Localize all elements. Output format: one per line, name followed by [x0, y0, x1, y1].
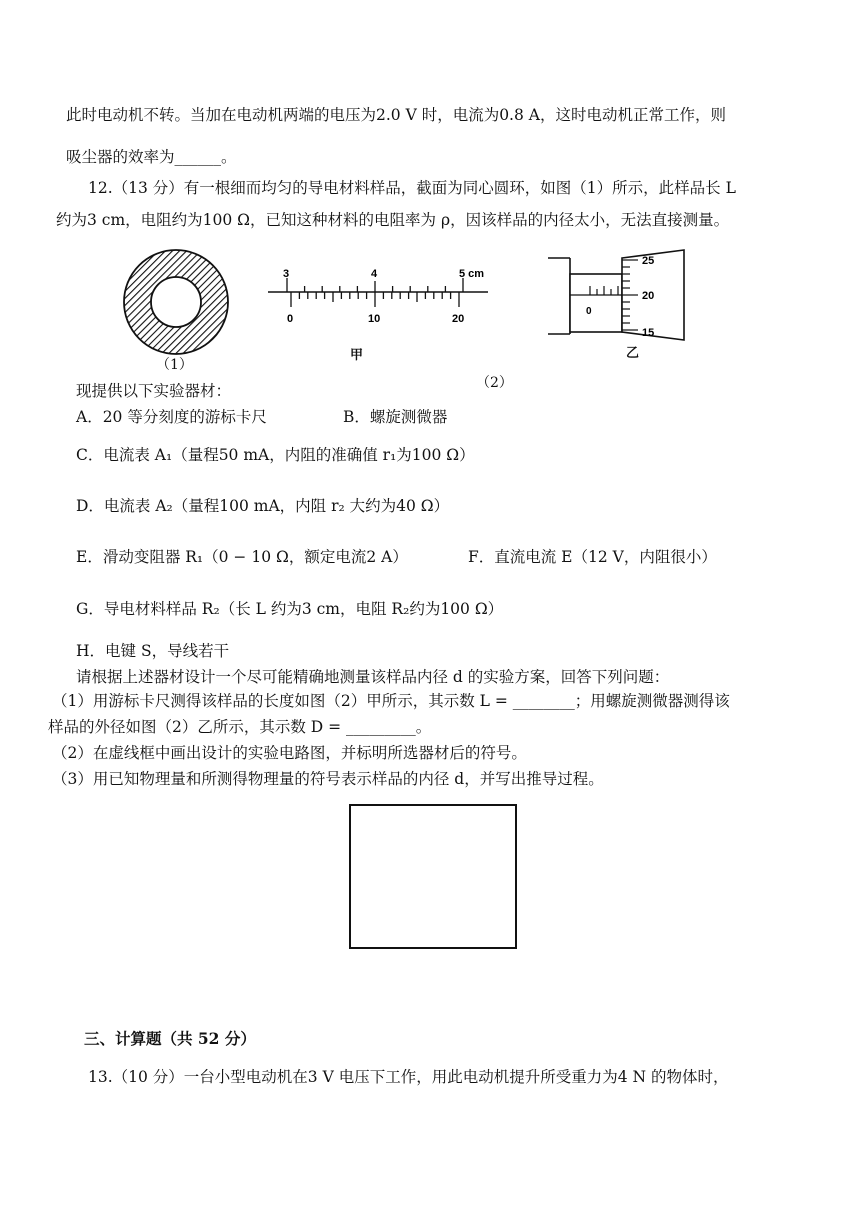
question-13: 13.（10 分）一台小型电动机在3 V 电压下工作，用此电动机提升所受重力为4 N 的物体时，: [88, 1068, 729, 1086]
caliper-main-label-3: 3: [283, 268, 290, 280]
equipment-a: A．20 等分刻度的游标卡尺: [76, 408, 267, 426]
micrometer-figure: [544, 248, 694, 344]
vernier-label-10: 10: [368, 313, 381, 325]
figure-yi-label: 乙: [626, 346, 640, 361]
figure-2-caption: （2）: [476, 375, 513, 391]
equipment-g: G．导电材料样品 R₂（长 L 约为3 cm，电阻 R₂约为100 Ω）: [76, 600, 504, 618]
equipment-e: E．滑动变阻器 R₁（0 − 10 Ω，额定电流2 A）: [76, 548, 408, 566]
equipment-b: B．螺旋测微器: [343, 408, 448, 426]
equipment-intro: 现提供以下实验器材：: [76, 382, 232, 400]
thimble-label-20: 20: [642, 290, 655, 302]
part-3: （3）用已知物理量和所测得物理量的符号表示样品的内径 d，并写出推导过程。: [52, 770, 604, 788]
ring-cross-section-figure: [120, 246, 232, 358]
text-line-efficiency: 吸尘器的效率为______。: [66, 148, 237, 166]
part-1-line2: 样品的外径如图（2）乙所示，其示数 D = _________。: [48, 718, 432, 736]
caliper-main-label-4: 4: [371, 268, 378, 280]
question-12-line2: 约为3 cm，电阻约为100 Ω，已知这种材料的电阻率为 ρ，因该样品的内径太小，无法直接测量。: [56, 211, 730, 229]
part-1-line1: （1）用游标卡尺测得该样品的长度如图（2）甲所示，其示数 L = ________；用螺旋测微器测得该: [52, 692, 730, 710]
circuit-drawing-box[interactable]: [349, 804, 517, 949]
text-line-motion: 此时电动机不转。当加在电动机两端的电压为2.0 V 时，电流为0.8 A，这时电动机正常工作，则: [66, 106, 726, 124]
vernier-caliper-figure: [262, 264, 494, 328]
figure-jia-label: 甲: [350, 348, 364, 363]
thimble-label-15: 15: [642, 327, 655, 339]
micrometer-sleeve-label-0: 0: [586, 306, 592, 317]
task-instruction: 请根据上述器材设计一个尽可能精确地测量该样品内径 d 的实验方案，回答下列问题：: [76, 668, 670, 686]
equipment-c: C．电流表 A₁（量程50 mA，内阻的准确值 r₁为100 Ω）: [76, 446, 475, 464]
caliper-main-label-5cm: 5 cm: [459, 268, 485, 280]
question-12-line1: 12.（13 分）有一根细而均匀的导电材料样品，截面为同心圆环，如图（1）所示，此样品长 L: [88, 179, 736, 197]
thimble-label-25: 25: [642, 255, 655, 267]
equipment-d: D．电流表 A₂（量程100 mA，内阻 r₂ 大约为40 Ω）: [76, 497, 450, 515]
vernier-label-20: 20: [452, 313, 465, 325]
section-3-heading: 三、计算题（共 52 分）: [84, 1029, 256, 1048]
figure-1-caption: （1）: [156, 357, 193, 373]
vernier-label-0: 0: [287, 313, 294, 325]
part-2: （2）在虚线框中画出设计的实验电路图，并标明所选器材后的符号。: [52, 744, 527, 762]
equipment-f: F．直流电流 E（12 V，内阻很小）: [468, 548, 717, 566]
equipment-h: H．电键 S，导线若干: [76, 642, 230, 660]
